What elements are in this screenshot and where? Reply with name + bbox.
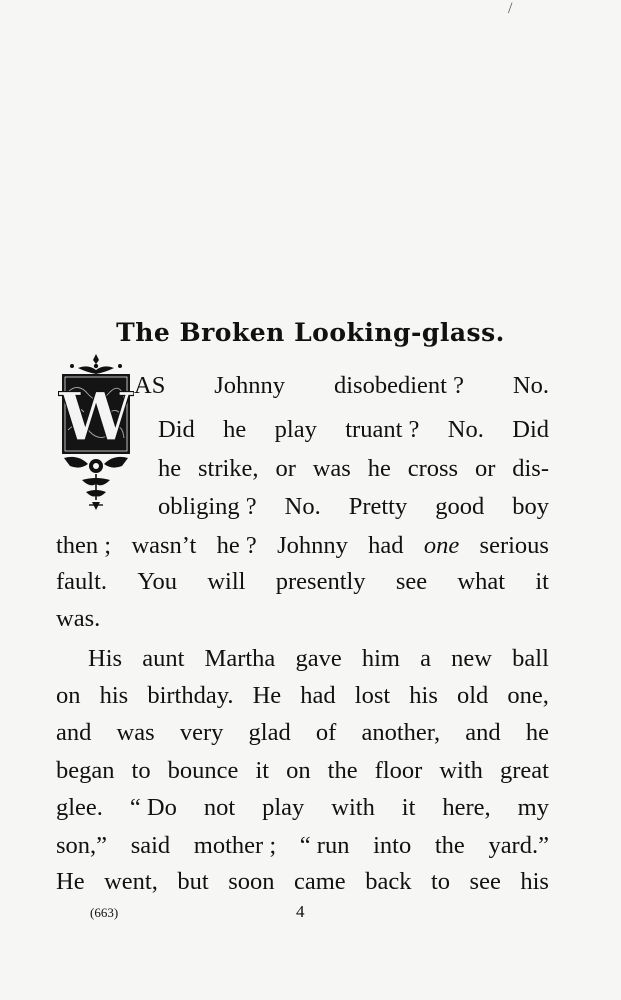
text-line xyxy=(134,371,549,401)
word: of xyxy=(315,719,337,746)
page-number: 4 xyxy=(296,902,305,921)
word: to xyxy=(131,757,151,784)
word: he xyxy=(158,455,182,482)
word: came xyxy=(294,868,346,895)
ornamental-drop-cap xyxy=(58,352,134,512)
word: or xyxy=(474,455,496,482)
text-line xyxy=(158,454,549,484)
word: glee. xyxy=(56,794,103,821)
word: on xyxy=(56,682,81,709)
word: one, xyxy=(507,682,549,709)
text-line xyxy=(158,415,549,445)
word: his xyxy=(520,868,549,895)
word: had xyxy=(300,682,336,709)
word: another, xyxy=(361,719,441,746)
word: on xyxy=(286,757,311,784)
word: obliging ? xyxy=(158,493,257,520)
word: You xyxy=(137,568,178,595)
word: Did xyxy=(158,416,195,443)
text-line xyxy=(56,867,549,897)
word: was. xyxy=(56,605,101,632)
word: it xyxy=(255,757,270,784)
word: into xyxy=(373,832,412,859)
word: AS xyxy=(134,372,166,399)
word: fault. xyxy=(56,568,108,595)
drop-cap-letter: W xyxy=(58,378,134,456)
word: with xyxy=(331,794,375,821)
word: see xyxy=(395,568,428,595)
word: presently xyxy=(275,568,366,595)
word: yard.” xyxy=(488,832,549,859)
word: see xyxy=(469,868,501,895)
word: No. xyxy=(284,493,321,520)
word: No. xyxy=(447,416,484,443)
word: aunt xyxy=(142,645,185,672)
word: his xyxy=(99,682,129,709)
word: wasn’t xyxy=(131,532,197,559)
word: good xyxy=(435,493,485,520)
word: or xyxy=(275,455,296,482)
word: ball xyxy=(512,645,549,672)
word: said xyxy=(130,832,171,859)
word: great xyxy=(499,757,549,784)
word: will xyxy=(207,568,246,595)
word: what xyxy=(457,568,506,595)
word: my xyxy=(517,794,549,821)
word: lost xyxy=(354,682,391,709)
word: strike, xyxy=(198,455,259,482)
word: Johnny xyxy=(277,532,348,559)
text-line xyxy=(56,793,549,823)
word: to xyxy=(430,868,451,895)
word: him xyxy=(361,645,400,672)
word: it xyxy=(535,568,549,595)
word: soon xyxy=(228,868,275,895)
word: here, xyxy=(442,794,491,821)
word: was xyxy=(312,455,351,482)
word: “ run xyxy=(299,832,350,859)
text-line xyxy=(56,681,549,711)
word: he xyxy=(223,416,247,443)
word: No. xyxy=(512,372,549,399)
word: but xyxy=(177,868,209,895)
word: he xyxy=(525,719,549,746)
text-line xyxy=(56,604,549,634)
word: not xyxy=(203,794,236,821)
word: play xyxy=(262,794,305,821)
word: gave xyxy=(295,645,342,672)
word: a xyxy=(420,645,432,672)
corner-mark: / xyxy=(508,0,513,17)
word: then ; xyxy=(56,532,112,559)
word: birthday. xyxy=(147,682,234,709)
word: son,” xyxy=(56,832,108,859)
text-line xyxy=(56,756,549,786)
word: He xyxy=(56,868,85,895)
word: Pretty xyxy=(348,493,408,520)
word: new xyxy=(451,645,492,672)
text-line xyxy=(56,567,549,597)
word: play xyxy=(274,416,317,443)
word: Martha xyxy=(204,645,276,672)
word: glad xyxy=(248,719,291,746)
word: one xyxy=(423,532,460,559)
text-line xyxy=(158,492,549,522)
word: began xyxy=(56,757,115,784)
text-line xyxy=(88,644,549,674)
word: cross xyxy=(407,455,459,482)
text-line xyxy=(56,718,549,748)
word: had xyxy=(368,532,404,559)
word: was xyxy=(116,719,155,746)
word: boy xyxy=(512,493,549,520)
text-line xyxy=(56,831,549,861)
text-line xyxy=(56,531,549,561)
word: back xyxy=(365,868,412,895)
word: Johnny xyxy=(214,372,286,399)
word: he xyxy=(367,455,391,482)
word: mother ; xyxy=(193,832,277,859)
word: Did xyxy=(512,416,549,443)
word: went, xyxy=(104,868,158,895)
word: his xyxy=(409,682,438,709)
signature-mark: (663) xyxy=(90,905,119,920)
word: disobedient ? xyxy=(334,372,464,399)
word: the xyxy=(434,832,465,859)
word: very xyxy=(179,719,224,746)
word: he ? xyxy=(216,532,257,559)
word: He xyxy=(252,682,282,709)
word: bounce xyxy=(167,757,239,784)
word: it xyxy=(401,794,416,821)
word: the xyxy=(327,757,358,784)
word: old xyxy=(457,682,489,709)
word: “ Do xyxy=(129,794,177,821)
word: His xyxy=(88,645,123,672)
word: floor xyxy=(374,757,423,784)
word: with xyxy=(439,757,483,784)
word: dis- xyxy=(512,455,549,482)
word: truant ? xyxy=(345,416,420,443)
word: and xyxy=(465,719,501,746)
page-title: The Broken Looking-glass. xyxy=(116,318,505,347)
word: serious xyxy=(479,532,549,559)
word: and xyxy=(56,719,92,746)
